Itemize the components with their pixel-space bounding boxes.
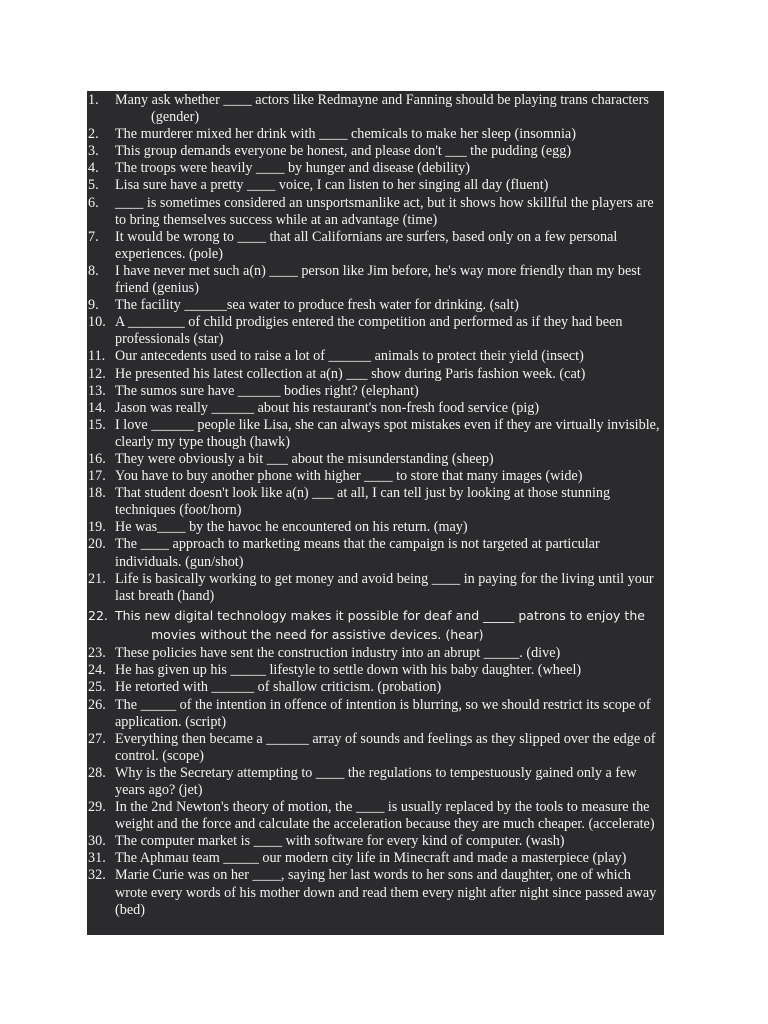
item-number: 10. <box>88 314 106 331</box>
item-number: 14. <box>88 399 106 416</box>
item-text: Jason was really ______ about his restaurant's non-fresh food service (pig) <box>115 399 540 416</box>
list-item <box>87 536 662 570</box>
item-text: The computer market is ____ with software for every kind of computer. (wash) <box>115 833 565 850</box>
list-item <box>87 850 662 867</box>
exercise-list <box>87 92 662 919</box>
list-item <box>87 417 662 451</box>
list-item <box>87 263 662 297</box>
item-number: 28. <box>88 764 106 781</box>
list-item <box>87 605 662 645</box>
list-item <box>87 348 662 365</box>
item-number: 23. <box>88 645 106 662</box>
list-item <box>87 765 662 799</box>
item-number: 11. <box>88 348 106 365</box>
item-number: 1. <box>88 92 99 108</box>
item-text: The facility ______sea water to produce fresh water for drinking. (salt) <box>115 297 519 314</box>
item-text: Everything then became a ______ array of sounds and feelings as they slipped over the edge of control. (scope) <box>115 730 656 764</box>
item-text: He presented his latest collection at a(n) ___ show during Paris fashion week. (cat) <box>115 365 586 382</box>
list-item <box>87 126 662 143</box>
item-text: Life is basically working to get money and avoid being ____ in paying for the living until your last breath (hand) <box>115 570 654 604</box>
item-number: 9. <box>88 297 99 314</box>
item-number: 21. <box>88 570 106 587</box>
list-item <box>87 366 662 383</box>
list-item <box>87 195 662 229</box>
item-number: 6. <box>88 194 99 211</box>
item-number: 24. <box>88 662 106 679</box>
item-text: The _____ of the intention in offence of intention is blurring, so we should restrict its scope of application. (script) <box>115 696 651 730</box>
item-number: 19. <box>88 519 106 536</box>
list-item <box>87 160 662 177</box>
item-text: Why is the Secretary attempting to ____ the regulations to tempestuously gained only a few years ago? (jet) <box>115 764 637 798</box>
item-number: 3. <box>88 143 99 160</box>
item-text: A ________ of child prodigies entered the competition and performed as if they had been professionals (star) <box>115 314 623 348</box>
item-text: It would be wrong to ____ that all Californians are surfers, based only on a few personal experiences. (pole) <box>115 228 618 262</box>
list-item <box>87 451 662 468</box>
item-text: Marie Curie was on her ____, saying her last words to her sons and daughter, one of which wrote every words of his mother down and read them every night after night since passed away (bed) <box>115 867 657 918</box>
item-text: Many ask whether ____ actors like Redmayne and Fanning should be playing trans characters (gender) <box>115 92 649 126</box>
item-text: The ____ approach to marketing means that the campaign is not targeted at particular individuals. (gun/shot) <box>115 536 600 570</box>
list-item <box>87 645 662 662</box>
item-number: 16. <box>88 450 106 467</box>
list-item <box>87 383 662 400</box>
item-number: 26. <box>88 696 106 713</box>
item-number: 12. <box>88 365 106 382</box>
item-text: He retorted with ______ of shallow criticism. (probation) <box>115 679 442 696</box>
item-text: The troops were heavily ____ by hunger and disease (debility) <box>115 160 470 177</box>
list-item <box>87 833 662 850</box>
item-number: 15. <box>88 416 106 433</box>
item-number: 30. <box>88 833 106 850</box>
item-text: He has given up his _____ lifestyle to settle down with his baby daughter. (wheel) <box>115 662 582 679</box>
item-text: Lisa sure have a pretty ____ voice, I can listen to her singing all day (fluent) <box>115 177 549 194</box>
item-text: This group demands everyone be honest, and please don't ___ the pudding (egg) <box>115 143 572 160</box>
item-text: This new digital technology makes it possible for deaf and _____ patrons to enjoy the movies without the need for assistive devices. (hear) <box>115 607 645 643</box>
list-item <box>87 468 662 485</box>
item-number: 31. <box>88 850 106 867</box>
item-number: 13. <box>88 382 106 399</box>
list-item <box>87 697 662 731</box>
document-page <box>87 91 664 935</box>
list-item <box>87 92 662 126</box>
item-number: 27. <box>88 730 106 747</box>
list-item <box>87 229 662 263</box>
list-item <box>87 297 662 314</box>
list-item <box>87 519 662 536</box>
item-number: 7. <box>88 228 99 245</box>
item-text: The Aphmau team _____ our modern city life in Minecraft and made a masterpiece (play) <box>115 850 627 867</box>
item-text: Our antecedents used to raise a lot of ______ animals to protect their yield (insect) <box>115 348 584 365</box>
list-item <box>87 571 662 605</box>
list-item <box>87 679 662 696</box>
item-number: 25. <box>88 679 106 696</box>
item-number: 17. <box>88 468 106 485</box>
list-item <box>87 400 662 417</box>
list-item <box>87 731 662 765</box>
item-text: These policies have sent the construction industry into an abrupt _____. (dive) <box>115 645 561 662</box>
item-text: I love ______ people like Lisa, she can always spot mistakes even if they are virtually invisible, clearly my type though (hawk) <box>115 416 660 450</box>
item-number: 29. <box>88 799 106 816</box>
item-number: 20. <box>88 536 106 553</box>
list-item <box>87 867 662 918</box>
item-text: In the 2nd Newton's theory of motion, the ____ is usually replaced by the tools to measure the weight and the force and calculate the acceleration because they are much cheaper. (accelerate) <box>115 799 655 833</box>
item-number: 4. <box>88 160 99 177</box>
item-number: 22. <box>88 607 108 623</box>
item-text: You have to buy another phone with higher ____ to store that many images (wide) <box>115 468 583 485</box>
list-item <box>87 314 662 348</box>
item-number: 32. <box>88 867 106 884</box>
item-number: 18. <box>88 485 106 502</box>
list-item <box>87 177 662 194</box>
item-text: The sumos sure have ______ bodies right? (elephant) <box>115 382 419 399</box>
item-text: That student doesn't look like a(n) ___ at all, I can tell just by looking at those stunning techniques (foot/horn) <box>115 485 611 519</box>
item-text: The murderer mixed her drink with ____ chemicals to make her sleep (insomnia) <box>115 126 576 143</box>
item-number: 2. <box>88 126 99 143</box>
item-text: They were obviously a bit ___ about the misunderstanding (sheep) <box>115 450 494 467</box>
list-item <box>87 662 662 679</box>
list-item <box>87 799 662 833</box>
item-text: He was____ by the havoc he encountered on his return. (may) <box>115 519 468 536</box>
item-number: 5. <box>88 177 99 194</box>
item-text: ____ is sometimes considered an unsportsmanlike act, but it shows how skillful the players are to bring themselves success while at an advantage (time) <box>115 194 654 228</box>
item-number: 8. <box>88 262 99 279</box>
item-text: I have never met such a(n) ____ person like Jim before, he's way more friendly than my best friend (genius) <box>115 262 641 297</box>
list-item <box>87 485 662 519</box>
list-item <box>87 143 662 160</box>
